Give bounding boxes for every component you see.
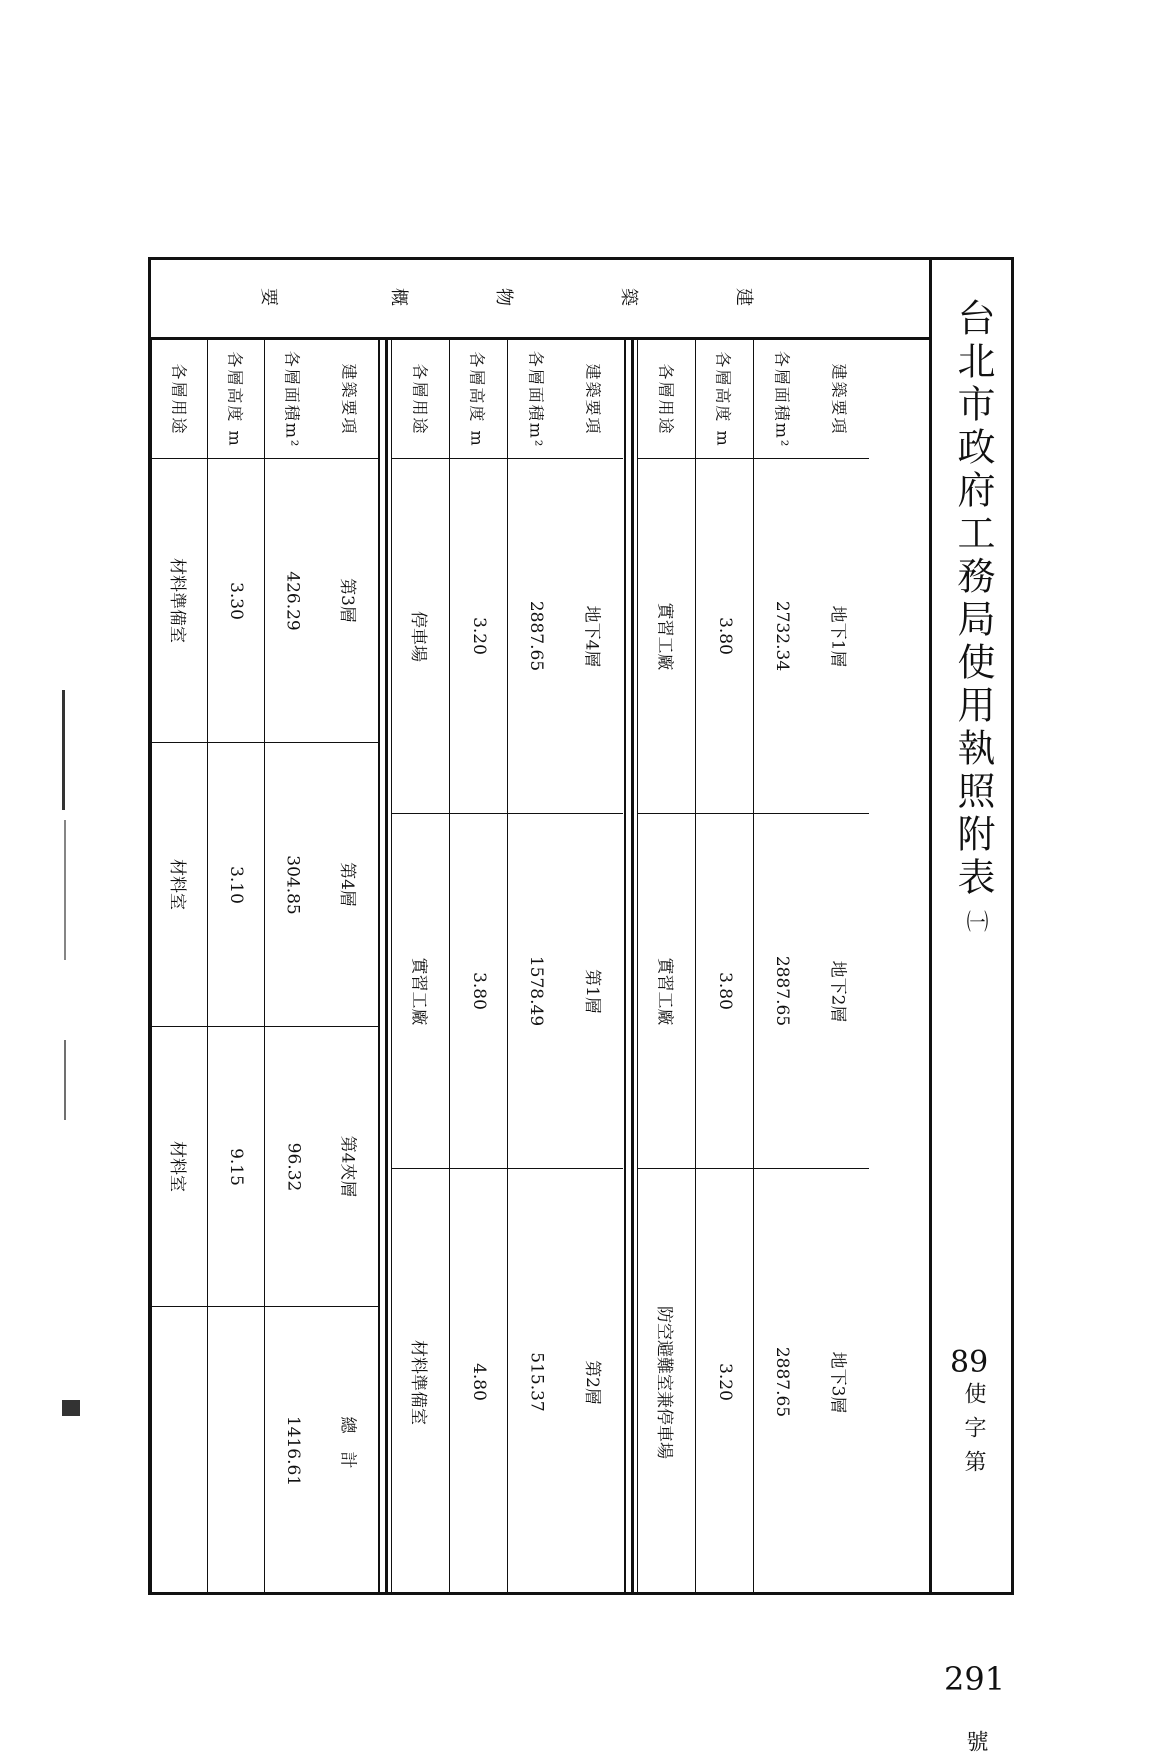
cell-height: 3.80: [696, 813, 753, 1168]
cell-area: 2887.65: [508, 458, 565, 813]
cell-item: 地下1層: [811, 458, 869, 813]
cell-area: 96.32: [265, 1026, 321, 1306]
cell-item: 第4夾層: [321, 1026, 378, 1306]
row-use: [151, 340, 207, 1592]
permit-attachment-table: [148, 257, 1014, 1752]
scan-mark: [64, 1040, 66, 1120]
document-title: 台北市政府工務局使用執照附表: [951, 298, 995, 900]
cell-area: 1578.49: [508, 813, 565, 1168]
group-divider: [385, 340, 388, 1592]
permit-year: 89: [950, 1345, 989, 1380]
section-char: 建: [733, 288, 754, 306]
section-char: 要: [258, 288, 279, 306]
row-use: [637, 340, 695, 1592]
cell-area: 2732.34: [754, 458, 811, 813]
section-char: 概: [388, 288, 409, 306]
scan-mark: [62, 1400, 80, 1416]
permit-suffix: 號: [963, 1730, 988, 1752]
row-label: 各層高度 m: [225, 350, 245, 448]
section-char: 築: [618, 288, 639, 306]
group-1: [637, 340, 869, 1592]
cell-use: 防空避難室兼停車場: [638, 1168, 695, 1595]
row-area: [264, 340, 321, 1592]
row-area: [753, 340, 811, 1592]
cell-item: 地下4層: [565, 458, 623, 813]
row-use: [391, 340, 449, 1592]
row-height: [695, 340, 753, 1592]
cell-height: 3.20: [696, 1168, 753, 1595]
cell-height: 3.20: [450, 458, 507, 813]
group-2: [391, 340, 623, 1592]
cell-item: 第1層: [565, 813, 623, 1168]
cell-area: 1416.61: [265, 1306, 321, 1595]
group-divider: [631, 340, 634, 1592]
cell-item: 第4層: [321, 742, 378, 1026]
row-item: [811, 340, 869, 1592]
row-height: [207, 340, 264, 1592]
cell-height: 3.30: [208, 458, 264, 742]
cell-height: 3.80: [696, 458, 753, 813]
cell-item: 地下2層: [811, 813, 869, 1168]
row-label: 各層高度 m: [468, 350, 488, 448]
cell-use: [152, 1306, 207, 1595]
group-divider: [378, 340, 380, 1592]
cell-use: 實習工廠: [638, 813, 695, 1168]
cell-area: 426.29: [265, 458, 321, 742]
cell-height: 3.10: [208, 742, 264, 1026]
row-label: 各層用途: [656, 362, 676, 436]
row-label: 各層用途: [410, 362, 430, 436]
cell-use: 實習工廠: [638, 458, 695, 813]
cell-use: 停車場: [392, 458, 449, 813]
cell-use: 材料室: [152, 1026, 207, 1306]
cell-item: 地下3層: [811, 1168, 869, 1595]
group-3: [151, 340, 378, 1592]
section-band: [151, 260, 932, 340]
row-label: 建築要項: [829, 362, 849, 436]
scan-mark: [62, 690, 65, 810]
document-part: ㈠: [963, 910, 988, 932]
group-divider: [624, 340, 626, 1592]
permit-prefix: 使字第: [961, 1382, 986, 1484]
row-label: 各層高度 m: [714, 350, 734, 448]
cell-item: 總計: [321, 1306, 378, 1595]
cell-use: 材料準備室: [152, 458, 207, 742]
cell-item: 第2層: [565, 1168, 623, 1595]
row-label: 各層面積m²: [526, 350, 545, 448]
title-strip: [929, 260, 1011, 1752]
row-label: 建築要項: [583, 362, 603, 436]
row-item: [565, 340, 623, 1592]
cell-area: 515.37: [508, 1168, 565, 1595]
scan-mark: [64, 820, 66, 960]
cell-height: [208, 1306, 264, 1595]
cell-use: 實習工廠: [392, 813, 449, 1168]
row-height: [449, 340, 507, 1592]
row-label: 各層用途: [169, 362, 189, 436]
cell-area: 304.85: [265, 742, 321, 1026]
row-label: 各層面積m²: [772, 350, 791, 448]
section-char: 物: [493, 288, 514, 306]
cell-height: 4.80: [450, 1168, 507, 1595]
cell-area: 2887.65: [754, 1168, 811, 1595]
cell-height: 9.15: [208, 1026, 264, 1306]
row-label: 各層面積m²: [282, 350, 302, 448]
row-label: 建築要項: [339, 362, 359, 436]
cell-use: 材料室: [152, 742, 207, 1026]
permit-number: 291: [944, 1660, 1006, 1698]
row-item: [321, 340, 378, 1592]
cell-use: 材料準備室: [392, 1168, 449, 1595]
cell-item: 第3層: [321, 458, 378, 742]
row-area: [507, 340, 565, 1592]
cell-area: 2887.65: [754, 813, 811, 1168]
cell-height: 3.80: [450, 813, 507, 1168]
